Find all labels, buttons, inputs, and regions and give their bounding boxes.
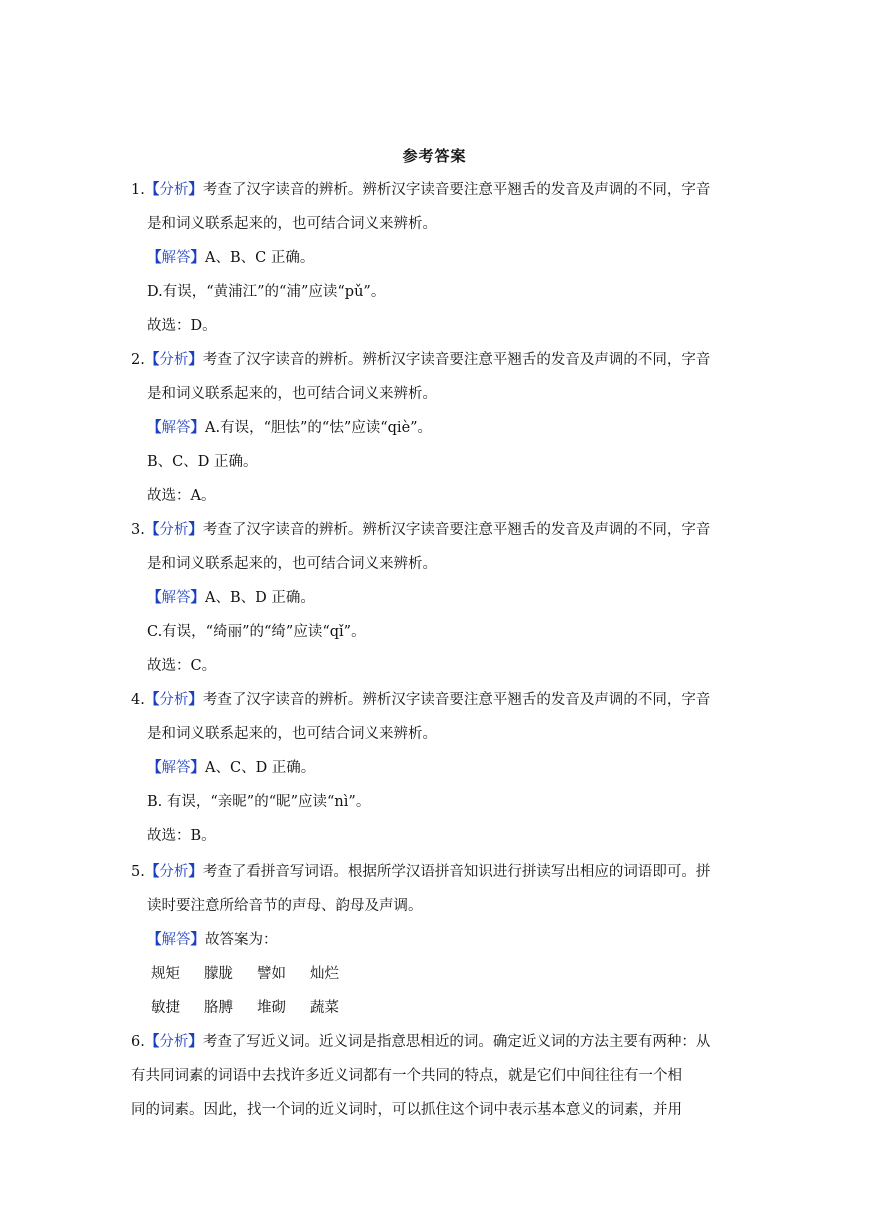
question-number: 4. (131, 692, 145, 708)
q1-analysis (131, 180, 710, 200)
q3-answer (147, 588, 315, 608)
q3-analysis (131, 520, 710, 540)
answer-tag: 【解答】 (147, 931, 205, 948)
answer-text: A、C、D 正确。 (205, 760, 316, 776)
q1-analysis-cont: 是和词义联系起来的，也可结合词义来辨析。 (147, 216, 437, 232)
analysis-tag: 【分析】 (144, 1033, 203, 1050)
q2-answer (147, 418, 432, 438)
answer-text: 故答案为： (205, 932, 278, 948)
q3-analysis-cont: 是和词义联系起来的，也可结合词义来辨析。 (147, 556, 437, 572)
q5-analysis (131, 862, 710, 882)
answer-tag: 【解答】 (147, 249, 205, 266)
question-number: 1. (131, 182, 145, 198)
analysis-text: 考查了汉字读音的辨析。辨析汉字读音要注意平翘舌的发音及声调的不同，字音 (202, 692, 711, 708)
word: 灿烂 (310, 966, 339, 982)
q4-analysis-cont: 是和词义联系起来的，也可结合词义来辨析。 (147, 726, 437, 742)
q5-word-row-2 (151, 998, 363, 1018)
q5-answer (147, 930, 278, 950)
analysis-tag: 【分析】 (144, 181, 203, 198)
answer-tag: 【解答】 (147, 419, 205, 436)
q4-detail: B. 有误，“亲昵”的“昵”应读“nì”。 (147, 794, 371, 810)
q5-word-row-1 (151, 964, 363, 984)
q6-analysis-cont-1: 有共同词素的词语中去找许多近义词都有一个共同的特点，就是它们中间往往有一个相 (131, 1068, 682, 1084)
q1-choice: 故选：D。 (147, 318, 217, 334)
q2-analysis-cont: 是和词义联系起来的，也可结合词义来辨析。 (147, 386, 437, 402)
analysis-text: 考查了汉字读音的辨析。辨析汉字读音要注意平翘舌的发音及声调的不同，字音 (202, 182, 711, 198)
q3-detail: C.有误，“绮丽”的“绮”应读“qǐ”。 (147, 624, 366, 640)
answer-tag: 【解答】 (147, 759, 205, 776)
q2-analysis (131, 350, 710, 370)
analysis-tag: 【分析】 (144, 691, 203, 708)
answer-text: A、B、D 正确。 (205, 590, 315, 606)
word: 朦胧 (204, 966, 233, 982)
word: 胳膊 (204, 1000, 233, 1016)
word: 譬如 (257, 966, 286, 982)
answer-tag: 【解答】 (147, 589, 205, 606)
answer-text: A.有误，“胆怯”的“怯”应读“qiè”。 (205, 420, 433, 436)
analysis-tag: 【分析】 (144, 351, 203, 368)
question-number: 2. (131, 352, 145, 368)
analysis-text: 考查了汉字读音的辨析。辨析汉字读音要注意平翘舌的发音及声调的不同，字音 (202, 522, 711, 538)
answer-text: A、B、C 正确。 (205, 250, 315, 266)
q3-choice: 故选：C。 (147, 658, 217, 674)
q6-analysis (131, 1032, 710, 1052)
q1-answer (147, 248, 314, 268)
analysis-text: 考查了写近义词。近义词是指意思相近的词。确定近义词的方法主要有两种：从 (202, 1034, 711, 1050)
page-title: 参考答案 (402, 147, 467, 165)
question-number: 3. (131, 522, 145, 538)
word: 规矩 (151, 966, 180, 982)
q2-choice: 故选：A。 (147, 488, 216, 504)
word: 敏捷 (151, 1000, 180, 1016)
question-number: 6. (131, 1034, 145, 1050)
q4-answer (147, 758, 315, 778)
q4-analysis (131, 690, 710, 710)
q4-choice: 故选：B。 (147, 828, 216, 844)
analysis-text: 考查了看拼音写词语。根据所学汉语拼音知识进行拼读写出相应的词语即可。拼 (202, 864, 711, 880)
q2-detail: B、C、D 正确。 (147, 454, 258, 470)
question-number: 5. (131, 864, 145, 880)
analysis-tag: 【分析】 (144, 521, 203, 538)
analysis-tag: 【分析】 (144, 863, 203, 880)
word: 蔬菜 (310, 1000, 339, 1016)
q5-analysis-cont: 读时要注意所给音节的声母、韵母及声调。 (147, 898, 423, 914)
q6-analysis-cont-2: 同的词素。因此，找一个词的近义词时，可以抓住这个词中表示基本意义的词素，并用 (131, 1102, 682, 1118)
q1-detail: D.有误，“黄浦江”的“浦”应读“pǔ”。 (147, 284, 386, 300)
word: 堆砌 (257, 1000, 286, 1016)
analysis-text: 考查了汉字读音的辨析。辨析汉字读音要注意平翘舌的发音及声调的不同，字音 (202, 352, 711, 368)
